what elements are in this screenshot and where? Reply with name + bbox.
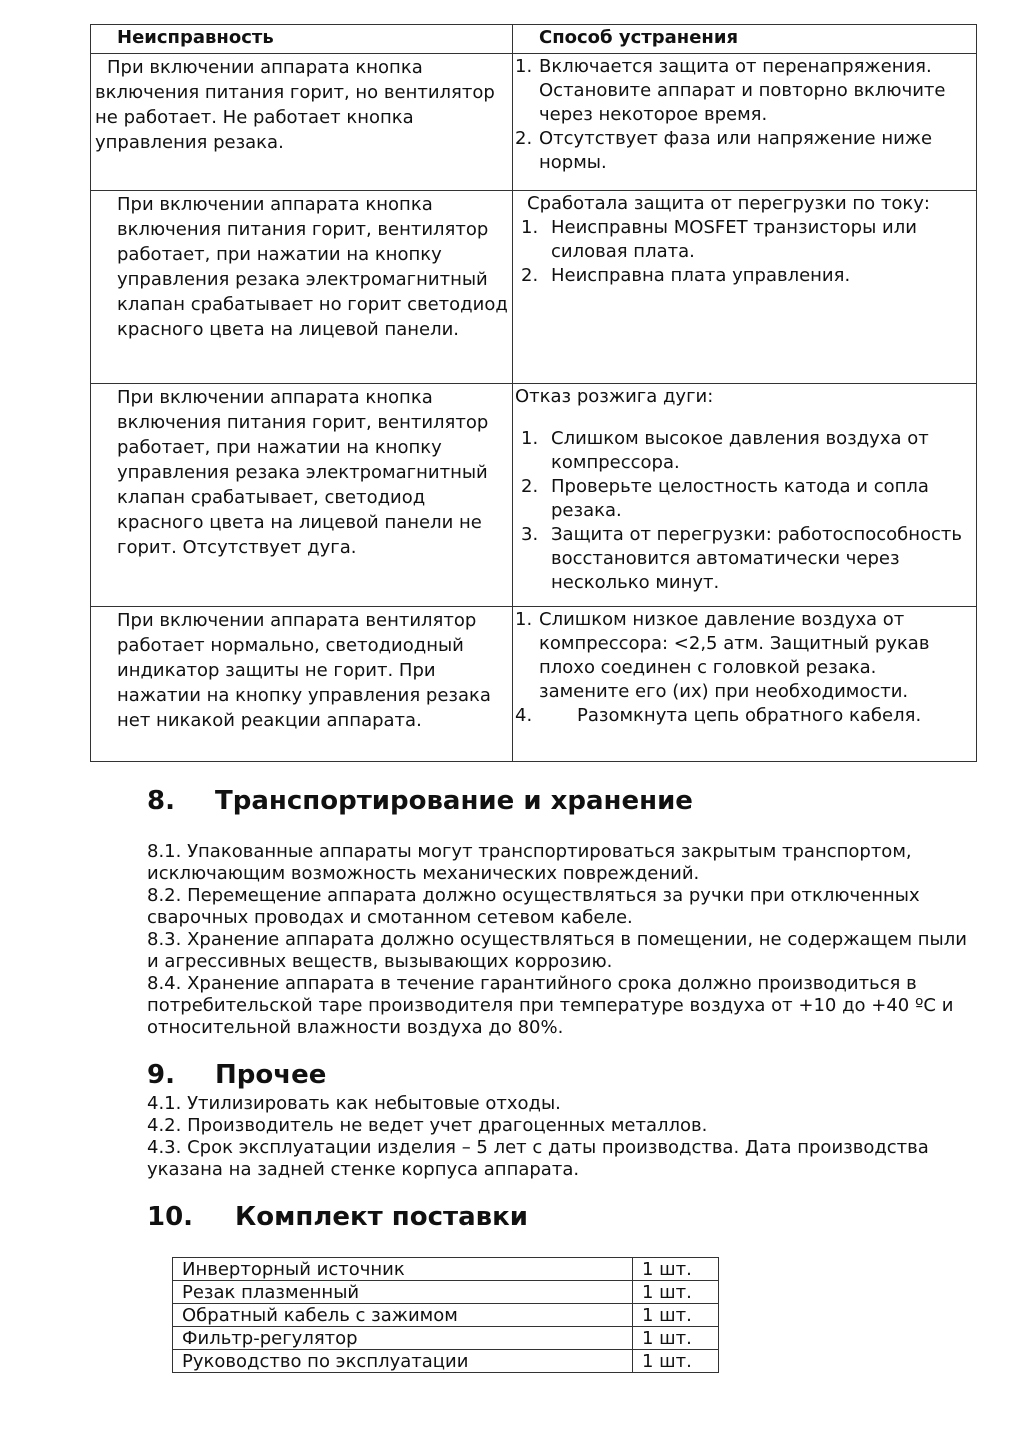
paragraph: 8.1. Упакованные аппараты могут транспортироваться закрытым транспортом, исключающим возможность механических повреждений.: [147, 841, 912, 884]
list-item: 3. Защита от перегрузки: работоспособность восстановится автоматически через несколько минут.: [521, 524, 963, 593]
section-heading: Комплект поставки: [235, 1202, 528, 1232]
kit-item: Обратный кабель с зажимом: [173, 1304, 633, 1327]
table-row: [91, 607, 977, 762]
list-item: 4. Разомкнута цепь обратного кабеля.: [515, 705, 922, 726]
kit-qty: 1 шт.: [633, 1350, 719, 1373]
table-row: [173, 1327, 719, 1350]
kit-item: Фильтр-регулятор: [173, 1327, 633, 1350]
fault-cell: [91, 191, 513, 384]
section-number: 10.: [147, 1202, 194, 1232]
list-item: 1. Неисправны MOSFET транзисторы или силовая плата.: [521, 217, 917, 262]
kit-item: Инверторный источник: [173, 1258, 633, 1281]
header-fault: Неисправность: [91, 25, 513, 54]
kit-item: Резак плазменный: [173, 1281, 633, 1304]
paragraph: 8.3. Хранение аппарата должно осуществляться в помещении, не содержащем пыли и агрессивных веществ, вызывающих коррозию.: [147, 929, 967, 972]
paragraph: 8.4. Хранение аппарата в течение гарантийного срока должно производиться в потребительской таре производителя при температуре воздуха от +10 до +40 ºС и относительной влажности воздуха до 80%.: [147, 973, 954, 1038]
section-heading: Прочее: [215, 1060, 327, 1090]
table-row: [173, 1304, 719, 1327]
paragraph: 4.2. Производитель не ведет учет драгоценных металлов.: [147, 1115, 708, 1136]
table-row: [173, 1258, 719, 1281]
list-item: 2. Проверьте целостность катода и сопла резака.: [521, 476, 929, 521]
kit-qty: 1 шт.: [633, 1281, 719, 1304]
kit-qty: 1 шт.: [633, 1304, 719, 1327]
list-item: 1. Включается защита от перенапряжения. Остановите аппарат и повторно включите через некоторое время.: [515, 56, 946, 125]
fault-cell: [91, 54, 513, 191]
fault-text: При включении аппарата вентилятор работает нормально, светодиодный индикатор защиты не горит. При нажатии на кнопку управления резака нет никакой реакции аппарата.: [117, 610, 491, 731]
header-fix: Способ устранения: [513, 25, 977, 54]
fault-text: При включении аппарата кнопка включения питания горит, вентилятор работает, при нажатии на кнопку управления резака электромагнитный клапан срабатывает, светодиод красного цвета на лицевой панели не горит. Отсутствует дуга.: [117, 387, 489, 558]
kit-item: Руководство по эксплуатации: [173, 1350, 633, 1373]
table-row: [173, 1350, 719, 1373]
fix-cell: [513, 607, 977, 762]
list-item: 2. Отсутствует фаза или напряжение ниже нормы.: [515, 128, 933, 173]
kit-qty: 1 шт.: [633, 1327, 719, 1350]
fault-cell: [91, 607, 513, 762]
section-8-title: [147, 786, 693, 816]
section-9-body: [147, 1093, 967, 1181]
paragraph: 8.2. Перемещение аппарата должно осуществляться за ручки при отключенных сварочных проводах и смотанном сетевом кабеле.: [147, 885, 920, 928]
section-10-title: [147, 1202, 528, 1232]
list-item: 2. Неисправна плата управления.: [521, 265, 851, 286]
fix-cell: [513, 384, 977, 607]
fix-cell: [513, 191, 977, 384]
list-item: 1. Слишком низкое давление воздуха от компрессора: <2,5 атм. Защитный рукав плохо соединен с головкой резака. замените его (их) при необходимости.: [515, 609, 930, 702]
fix-cell: [513, 54, 977, 191]
section-number: 8.: [147, 786, 175, 816]
table-header-row: [91, 25, 977, 54]
table-row: [91, 54, 977, 191]
fix-lead: Сработала защита от перегрузки по току:: [527, 193, 930, 214]
fault-text: При включении аппарата кнопка включения питания горит, но вентилятор не работает. Не работает кнопка управления резака.: [95, 57, 495, 153]
section-heading: Транспортирование и хранение: [215, 786, 693, 816]
kit-qty: 1 шт.: [633, 1258, 719, 1281]
delivery-kit-table: [172, 1257, 719, 1373]
fault-cell: [91, 384, 513, 607]
paragraph: 4.3. Срок эксплуатации изделия – 5 лет с даты производства. Дата производства указана на задней стенке корпуса аппарата.: [147, 1137, 929, 1180]
troubleshooting-table: [90, 24, 977, 762]
paragraph: 4.1. Утилизировать как небытовые отходы.: [147, 1093, 561, 1114]
section-9-title: [147, 1060, 326, 1090]
section-number: 9.: [147, 1060, 175, 1090]
section-8-body: [147, 841, 967, 1039]
table-row: [173, 1281, 719, 1304]
fault-text: При включении аппарата кнопка включения питания горит, вентилятор работает, при нажатии на кнопку управления резака электромагнитный клапан срабатывает но горит светодиод красного цвета на лицевой панели.: [117, 194, 508, 340]
table-row: [91, 384, 977, 607]
table-row: [91, 191, 977, 384]
list-item: 1. Слишком высокое давления воздуха от компрессора.: [521, 428, 929, 473]
fix-lead: Отказ розжига дуги:: [515, 386, 714, 407]
